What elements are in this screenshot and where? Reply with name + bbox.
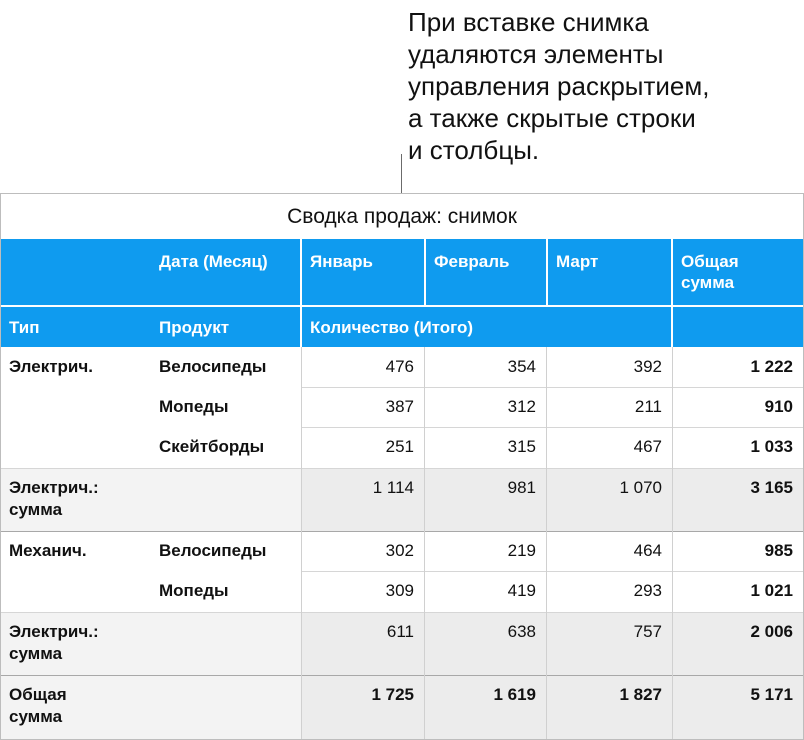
jan-cell[interactable]: 251 (385, 437, 414, 456)
type-cell[interactable]: Механич. (9, 541, 87, 560)
subtotal-label[interactable] (1, 468, 151, 531)
header-january[interactable]: Январь (310, 252, 374, 271)
date-month-header[interactable]: Дата (Месяц) (159, 252, 268, 271)
grid-line (1, 612, 803, 613)
jan-cell[interactable]: 387 (385, 397, 414, 416)
grid-line (424, 347, 425, 740)
grid-line (301, 387, 803, 388)
total-cell[interactable]: 5 171 (750, 685, 793, 704)
callout-line: При вставке снимка (408, 7, 649, 37)
total-cell[interactable]: 3 165 (750, 478, 793, 497)
subtotal-label[interactable] (1, 612, 151, 675)
grand-total-label-line1: Общая (9, 685, 67, 704)
jan-cell[interactable]: 302 (385, 541, 414, 560)
table-row[interactable] (1, 347, 803, 387)
total-cell[interactable]: 1 222 (750, 357, 793, 376)
grid-line (301, 571, 803, 572)
product-cell[interactable]: Мопеды (159, 581, 229, 600)
grid-line (1, 531, 803, 532)
subtotal-row[interactable] (1, 612, 803, 675)
header-row-months[interactable] (1, 239, 803, 305)
grid-line (672, 347, 673, 740)
feb-cell[interactable]: 638 (507, 622, 536, 641)
grid-line (546, 347, 547, 740)
header-row-fields[interactable] (1, 307, 803, 347)
table-row[interactable] (1, 531, 803, 571)
jan-cell[interactable]: 1 725 (371, 685, 414, 704)
grid-line (1, 468, 803, 469)
total-cell[interactable]: 910 (764, 397, 793, 416)
grand-total-label-line2: сумма (9, 707, 63, 726)
subtotal-label-line1: Электрич.: (9, 478, 99, 497)
callout-line: удаляются элементы (408, 39, 664, 69)
mar-cell[interactable]: 392 (633, 357, 662, 376)
table-row[interactable] (1, 571, 803, 612)
mar-cell[interactable]: 293 (633, 581, 662, 600)
mar-cell[interactable]: 211 (634, 397, 662, 416)
grid-line (301, 427, 803, 428)
callout-line: а также скрытые строки (408, 103, 696, 133)
subtotal-label-line2: сумма (9, 644, 63, 663)
pivot-table[interactable] (0, 193, 804, 740)
total-cell[interactable]: 1 021 (750, 581, 793, 600)
grid-line (1, 675, 803, 676)
table-body (1, 347, 803, 740)
product-cell[interactable]: Велосипеды (159, 357, 267, 376)
feb-cell[interactable]: 315 (507, 437, 536, 456)
callout-line: управления раскрытием, (408, 71, 710, 101)
feb-cell[interactable]: 219 (507, 541, 536, 560)
table-row[interactable] (1, 427, 803, 468)
mar-cell[interactable]: 467 (633, 437, 662, 456)
header-march[interactable]: Март (556, 252, 599, 271)
header-total-line1: Общая (681, 252, 739, 271)
header-measure[interactable]: Количество (Итого) (310, 318, 474, 337)
mar-cell[interactable]: 1 070 (619, 478, 662, 497)
header-total-line2: сумма (681, 273, 735, 292)
mar-cell[interactable]: 1 827 (619, 685, 662, 704)
table-row[interactable] (1, 387, 803, 427)
header-type[interactable]: Тип (9, 318, 40, 337)
grid-line (301, 347, 302, 740)
header-february[interactable]: Февраль (434, 252, 510, 271)
jan-cell[interactable]: 1 114 (372, 478, 414, 497)
jan-cell[interactable]: 611 (386, 622, 414, 641)
header-divider (671, 307, 673, 347)
jan-cell[interactable]: 476 (385, 357, 414, 376)
header-product[interactable]: Продукт (159, 318, 230, 337)
subtotal-label-line2: сумма (9, 500, 63, 519)
feb-cell[interactable]: 981 (507, 478, 536, 497)
feb-cell[interactable]: 354 (507, 357, 536, 376)
total-cell[interactable]: 1 033 (750, 437, 793, 456)
mar-cell[interactable]: 464 (633, 541, 662, 560)
grand-total-label[interactable] (1, 675, 151, 740)
feb-cell[interactable]: 312 (507, 397, 536, 416)
product-cell[interactable]: Мопеды (159, 397, 229, 416)
type-cell[interactable]: Электрич. (9, 357, 93, 376)
feb-cell[interactable]: 419 (507, 581, 536, 600)
subtotal-label-line1: Электрич.: (9, 622, 99, 641)
callout-leader-line (401, 154, 402, 194)
feb-cell[interactable]: 1 619 (493, 685, 536, 704)
callout-line: и столбцы. (408, 135, 540, 165)
header-total[interactable] (673, 239, 803, 305)
product-cell[interactable]: Велосипеды (159, 541, 267, 560)
grand-total-row[interactable] (1, 675, 803, 740)
total-cell[interactable]: 985 (764, 541, 793, 560)
jan-cell[interactable]: 309 (385, 581, 414, 600)
total-cell[interactable]: 2 006 (750, 622, 793, 641)
table-title[interactable]: Сводка продаж: снимок (1, 194, 803, 239)
subtotal-row[interactable] (1, 468, 803, 531)
mar-cell[interactable]: 757 (633, 622, 662, 641)
callout-text (408, 6, 798, 166)
product-cell[interactable]: Скейтборды (159, 437, 265, 456)
